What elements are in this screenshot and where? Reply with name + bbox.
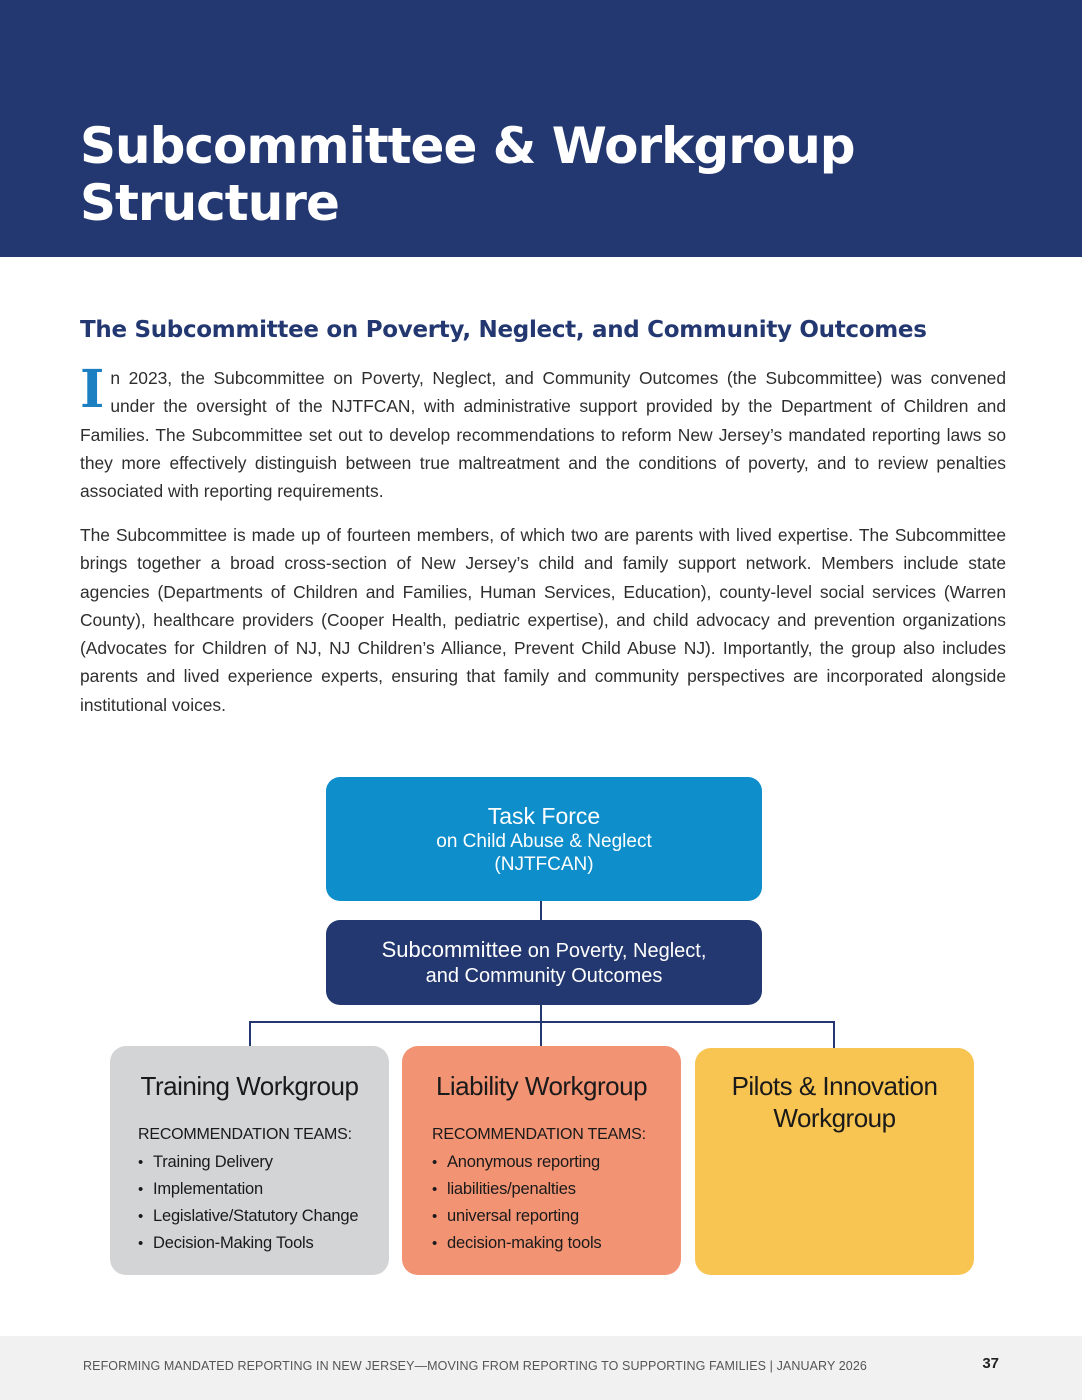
page-title-line1: Subcommittee & Workgroup — [80, 117, 855, 175]
list-item: • Training Delivery — [138, 1149, 389, 1176]
training-workgroup-title: Training Workgroup — [140, 1071, 359, 1101]
training-workgroup-box — [110, 1046, 389, 1275]
list-item: • liabilities/penalties — [432, 1176, 681, 1203]
training-recommendation-teams-label: RECOMMENDATION TEAMS: — [138, 1126, 352, 1143]
intro-paragraph — [80, 359, 1006, 505]
list-item: • decision-making tools — [432, 1230, 681, 1257]
liability-teams-list — [402, 1149, 681, 1257]
connector-taskforce-subcommittee — [540, 901, 542, 920]
list-item: • Legislative/Statutory Change — [138, 1203, 389, 1230]
page-title-line2: Structure — [80, 174, 339, 232]
task-force-title: Task Force — [487, 803, 601, 829]
subcommittee-box — [326, 920, 762, 1005]
pilots-innovation-workgroup-box — [695, 1048, 974, 1275]
task-force-subtitle: on Child Abuse & Neglect — [436, 831, 652, 852]
list-item: • universal reporting — [432, 1203, 681, 1230]
connector-training — [249, 1021, 251, 1047]
connector-pilots — [833, 1021, 835, 1049]
page-title — [80, 118, 980, 232]
intro-paragraph-text: n 2023, the Subcommittee on Poverty, Neglect, and Community Outcomes (the Subcommittee) was convened under the oversight of the NJTFCAN, with administrative support provided by the Department of Children and Families. The Subcommittee set out to develop recommendations to reform New Jersey’s mandated reporting laws so they more effectively distinguish between true maltreatment and the conditions of poverty, and to review penalties associated with reporting requirements. — [80, 368, 1006, 502]
subcommittee-line1-rest: on Poverty, Neglect, — [522, 940, 707, 962]
pilots-title-line1: Pilots & Innovation — [731, 1071, 938, 1101]
pilots-workgroup-title — [695, 1048, 974, 1134]
pilots-title-line2: Workgroup — [773, 1103, 896, 1133]
subcommittee-line1 — [326, 937, 762, 964]
footer-text: REFORMING MANDATED REPORTING IN NEW JERSEY—MOVING FROM REPORTING TO SUPPORTING FAMILIES | JANUARY 2026 — [83, 1359, 867, 1373]
list-item: • Anonymous reporting — [432, 1149, 681, 1176]
list-item: • Implementation — [138, 1176, 389, 1203]
section-heading: The Subcommittee on Poverty, Neglect, and Community Outcomes — [80, 317, 927, 343]
connector-subcommittee-down — [540, 1005, 542, 1047]
connector-horizontal — [249, 1021, 835, 1023]
list-item: • Decision-Making Tools — [138, 1230, 389, 1257]
liability-workgroup-title: Liability Workgroup — [435, 1071, 648, 1101]
drop-cap: I — [80, 359, 105, 420]
task-force-acronym: (NJTFCAN) — [494, 854, 594, 875]
members-paragraph: The Subcommittee is made up of fourteen members, of which two are parents with lived expertise. The Subcommittee brings together a broad cross-section of New Jersey’s child and family support network. Members include state agencies (Departments of Children and Families, Human Services, Education), county-level social services (Warren County), healthcare providers (Cooper Health, pediatric expertise), and child advocacy and prevention organizations (Advocates for Children of NJ, NJ Children’s Alliance, Prevent Child Abuse NJ). Importantly, the group also includes parents and lived experience experts, ensuring that family and community perspectives are incorporated alongside institutional voices. — [80, 525, 1006, 715]
task-force-box — [326, 777, 762, 901]
liability-recommendation-teams-label: RECOMMENDATION TEAMS: — [432, 1126, 646, 1143]
page-number: 37 — [982, 1355, 999, 1372]
subcommittee-line2: and Community Outcomes — [425, 965, 663, 987]
liability-workgroup-box — [402, 1046, 681, 1275]
subcommittee-word: Subcommittee — [381, 937, 523, 962]
training-teams-list — [110, 1149, 389, 1257]
